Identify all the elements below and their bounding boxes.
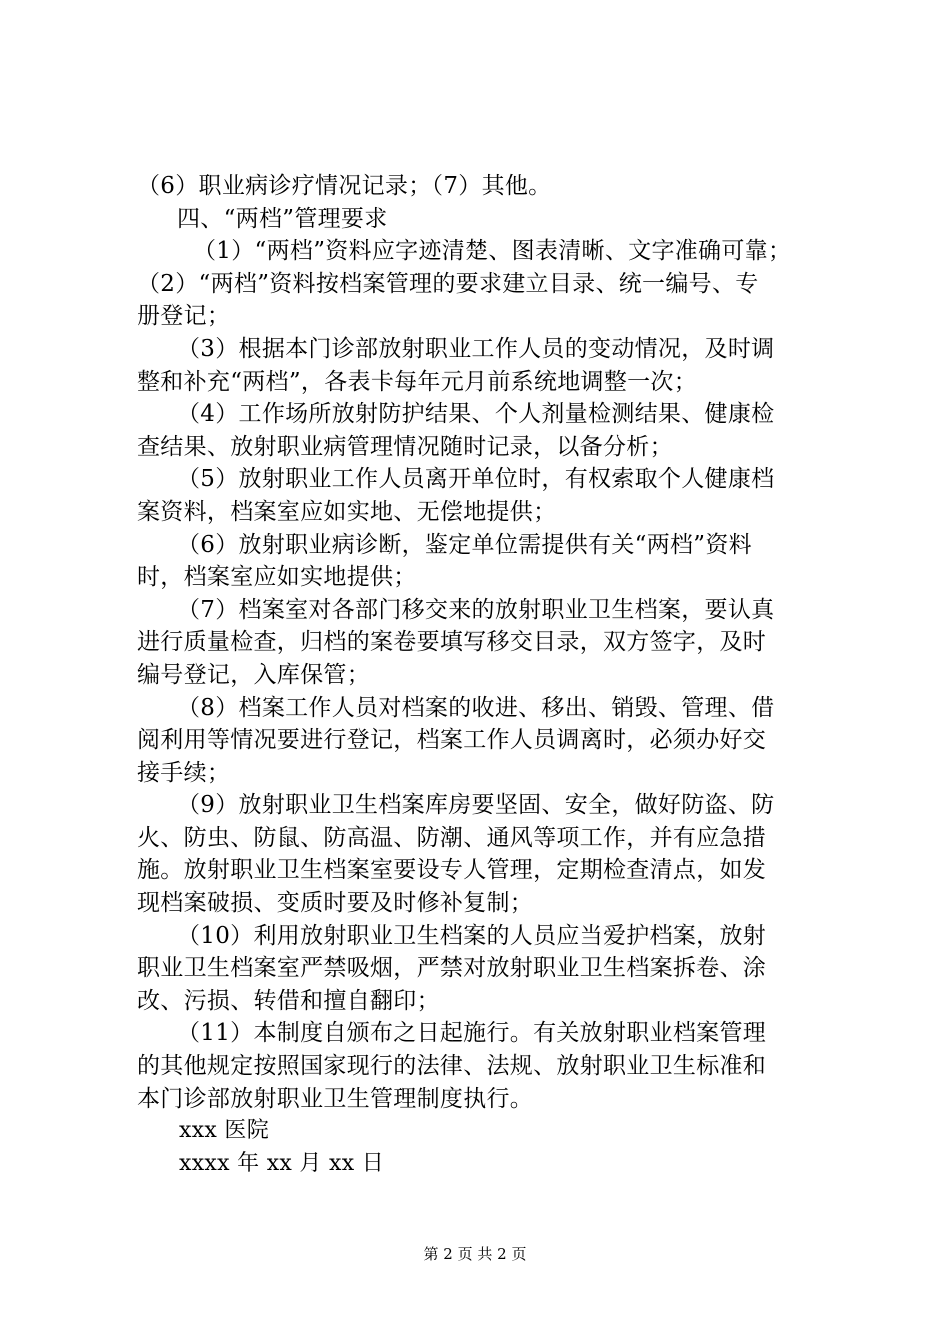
text-line: 施。放射职业卫生档案室要设专人管理，定期检查清点，如发	[137, 857, 767, 884]
text-line: 时，档案室应如实地提供；	[137, 564, 417, 591]
text-line: （4）工作场所放射防护结果、个人剂量检测结果、健康检	[177, 401, 775, 428]
text-line: （10）利用放射职业卫生档案的人员应当爱护档案，放射	[177, 922, 767, 949]
text-line: 接手续；	[137, 759, 231, 786]
text-line: （8）档案工作人员对档案的收进、移出、销毁、管理、借	[177, 694, 775, 721]
signature-date: xxxx 年 xx 月 xx 日	[179, 1150, 385, 1176]
text-line: （9）放射职业卫生档案库房要坚固、安全，做好防盗、防	[177, 792, 775, 819]
text-line: 整和补充“两档”，各表卡每年元月前系统地调整一次；	[137, 368, 698, 395]
text-line: 的其他规定按照国家现行的法律、法规、放射职业卫生标准和	[137, 1053, 767, 1080]
text-line: 查结果、放射职业病管理情况随时记录，以备分析；	[137, 433, 673, 460]
text-line: （11）本制度自颁布之日起施行。有关放射职业档案管理	[177, 1020, 767, 1047]
text-line: 改、污损、转借和擅自翻印；	[137, 987, 440, 1014]
text-line: （1）“两档”资料应字迹清楚、图表清晰、文字准确可靠；	[193, 238, 792, 265]
text-line: 本门诊部放射职业卫生管理制度执行。	[137, 1085, 534, 1112]
text-line: 阅利用等情况要进行登记，档案工作人员调离时，必须办好交	[137, 727, 767, 754]
text-line: 现档案破损、变质时要及时修补复制；	[137, 890, 534, 917]
text-line: （3）根据本门诊部放射职业工作人员的变动情况，及时调	[177, 335, 775, 362]
text-line: 进行质量检查，归档的案卷要填写移交目录，双方签字，及时	[137, 629, 767, 656]
text-line: （6）职业病诊疗情况记录；（7）其他。	[137, 173, 552, 199]
text-line: 案资料，档案室应如实地、无偿地提供；	[137, 498, 557, 525]
page-footer: 第 2 页 共 2 页	[423, 1245, 527, 1263]
document-body	[137, 170, 837, 1180]
text-line: 编号登记，入库保管；	[137, 661, 370, 688]
text-line: 火、防虫、防鼠、防高温、防潮、通风等项工作，并有应急措	[137, 824, 767, 851]
signature-org: xxx 医院	[179, 1118, 270, 1144]
text-line: （7）档案室对各部门移交来的放射职业卫生档案，要认真	[177, 596, 775, 623]
section-heading: 四、“两档”管理要求	[177, 205, 388, 232]
text-line: （2）“两档”资料按档案管理的要求建立目录、统一编号、专	[137, 270, 759, 297]
text-line: （5）放射职业工作人员离开单位时，有权索取个人健康档	[177, 466, 775, 493]
text-line: 职业卫生档案室严禁吸烟，严禁对放射职业卫生档案拆卷、涂	[137, 955, 767, 982]
text-line: （6）放射职业病诊断，鉴定单位需提供有关“两档”资料	[177, 531, 752, 558]
text-line: 册登记；	[137, 303, 231, 330]
